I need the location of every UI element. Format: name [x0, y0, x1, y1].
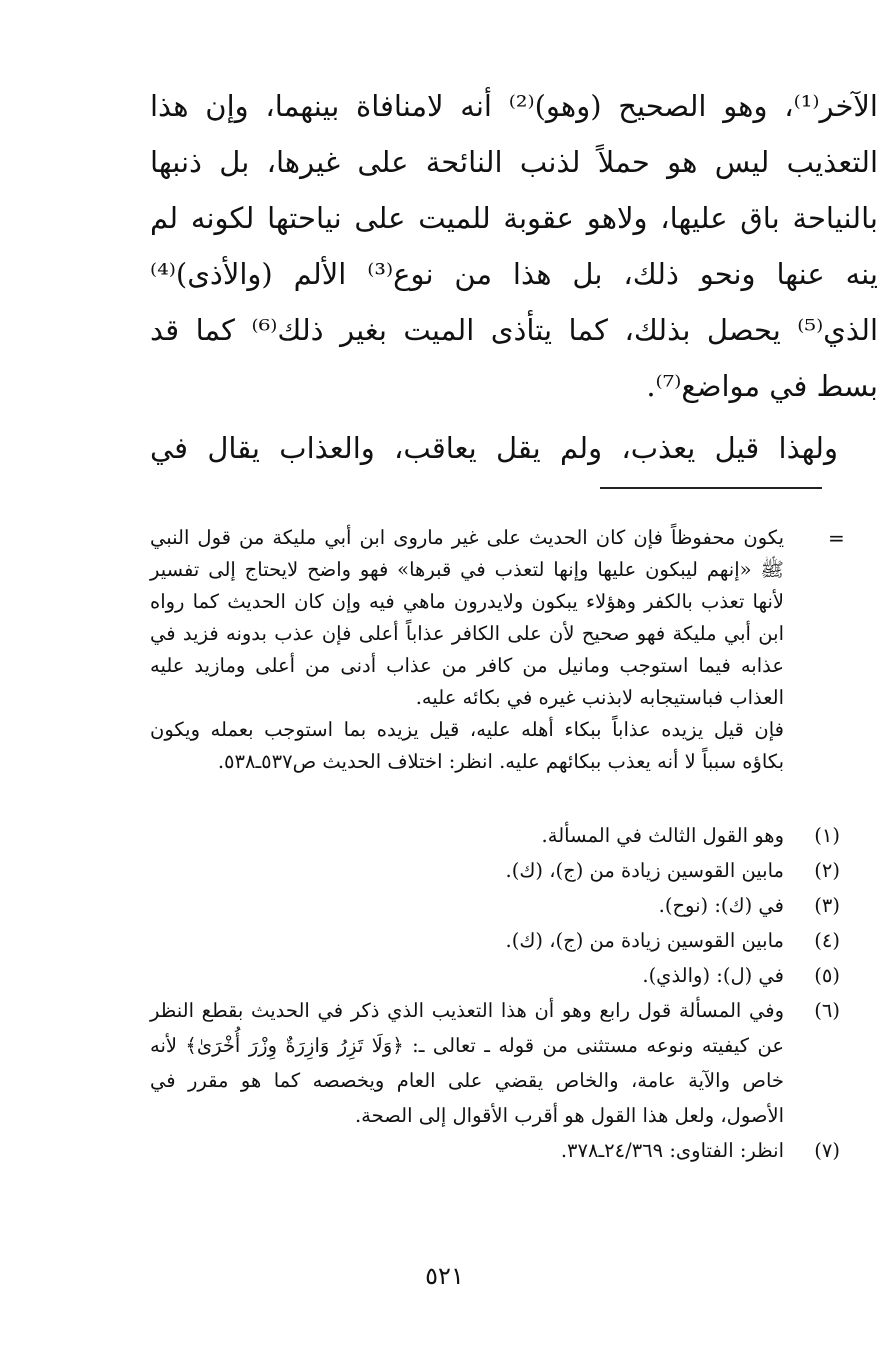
footnote-3 [150, 888, 840, 923]
page-number: ٥٢١ [425, 1262, 464, 1290]
footnote-text: مابين القوسين زيادة من (ج)، (ك). [505, 929, 784, 952]
footnote-text: وفي المسألة قول رابع وهو أن هذا التعذيب الذي ذكر في الحديث بقطع النظر [150, 999, 784, 1022]
footnote-5 [150, 958, 840, 993]
footnote-text: مابين القوسين زيادة من (ج)، (ك). [505, 859, 784, 882]
footnotes-list [150, 818, 840, 1168]
footnote-line: ابن أبي مليكة فهو صحيح لأن على الكافر عذاباً أعلى فإن عذب بدونه فزيد في [150, 622, 784, 645]
footnote-line: ﷺ «إنهم ليبكون عليها وإنها لتعذب في قبرها» فهو واضح لايحتاج إلى تفسير [150, 558, 784, 581]
footnote-number: (٤) [814, 929, 840, 952]
footnote-number: (٦) [814, 999, 840, 1022]
footnote-line: لأنها تعذب بالكفر وهؤلاء يبكون ولايدرون ماهي فيه وإن كان الحديث كما رواه [150, 590, 784, 613]
footnote-continuation [150, 522, 784, 778]
main-line: بالنياحة باق عليها، ولاهو عقوبة للميت على نياحتها لكونه لم [150, 201, 878, 235]
main-line: بسط في مواضع⁽⁷⁾. [646, 369, 878, 403]
footnote-text: وهو القول الثالث في المسألة. [541, 824, 784, 847]
footnote-line: بكاؤه سبباً لا أنه يعذب ببكائهم عليه. انظر: اختلاف الحديث ص٥٣٧ـ٥٣٨. [217, 750, 784, 773]
footnote-text: في (ك): (نوح). [658, 894, 784, 917]
footnote-1 [150, 818, 840, 853]
footnote-number: (٥) [814, 964, 840, 987]
footnote-text: انظر: الفتاوى: ٢٤/٣٦٩ـ٣٧٨. [560, 1139, 784, 1162]
footnote-text: الأصول، ولعل هذا القول هو أقرب الأقوال إلى الصحة. [354, 1104, 784, 1127]
footnote-text: في (ل): (والذي). [642, 964, 784, 987]
footnote-text: خاص والآية عامة، والخاص يقضي على العام ويخصصه كما هو مقرر في [150, 1069, 784, 1092]
footnote-number: (٧) [814, 1139, 840, 1162]
main-line: ينه عنها ونحو ذلك، بل هذا من نوع⁽³⁾ الألم (والأذى)⁽⁴⁾ [150, 257, 878, 291]
footnote-number: (٢) [814, 859, 840, 882]
footnote-line: يكون محفوظاً فإن كان الحديث على غير ماروى ابن أبي مليكة من قول النبي [150, 526, 784, 549]
footnote-4 [150, 923, 840, 958]
footnote-2 [150, 853, 840, 888]
footnote-6 [150, 993, 840, 1133]
main-line: الآخر⁽¹⁾، وهو الصحيح (وهو)⁽²⁾ أنه لامنافاة بينهما، وإن هذا [150, 89, 878, 123]
footnote-text: عن كيفيته ونوعه مستثنى من قوله ـ تعالى ـ: ﴿وَلَا تَزِرُ وَازِرَةٌ وِزْرَ أُخْرَىٰ﴾ لأنه [150, 1034, 784, 1057]
footnote-7 [150, 1133, 840, 1168]
main-line: الذي⁽⁵⁾ يحصل بذلك، كما يتأذى الميت بغير ذلك⁽⁶⁾ كما قد [150, 313, 878, 347]
main-line: التعذيب ليس هو حملاً لذنب النائحة على غيرها، بل ذنبها [150, 145, 878, 179]
footnote-number: (٣) [814, 894, 840, 917]
continuation-marker: = [828, 526, 845, 550]
footnote-line: عذابه فيما استوجب ومانيل من كافر من عذاب أدنى من أعلى ومازيد عليه [150, 654, 784, 677]
footnote-line: العذاب فباستيجابه لابذنب غيره في بكائه عليه. [415, 686, 784, 709]
main-line-paragraph-2: ولهذا قيل يعذب، ولم يقل يعاقب، والعذاب يقال في [150, 431, 838, 465]
footnote-separator [600, 487, 822, 489]
footnote-number: (١) [814, 824, 840, 847]
main-text [150, 78, 878, 476]
footnote-line: فإن قيل يزيده عذاباً ببكاء أهله عليه، قيل يزيده بما استوجب بعمله ويكون [150, 718, 784, 741]
